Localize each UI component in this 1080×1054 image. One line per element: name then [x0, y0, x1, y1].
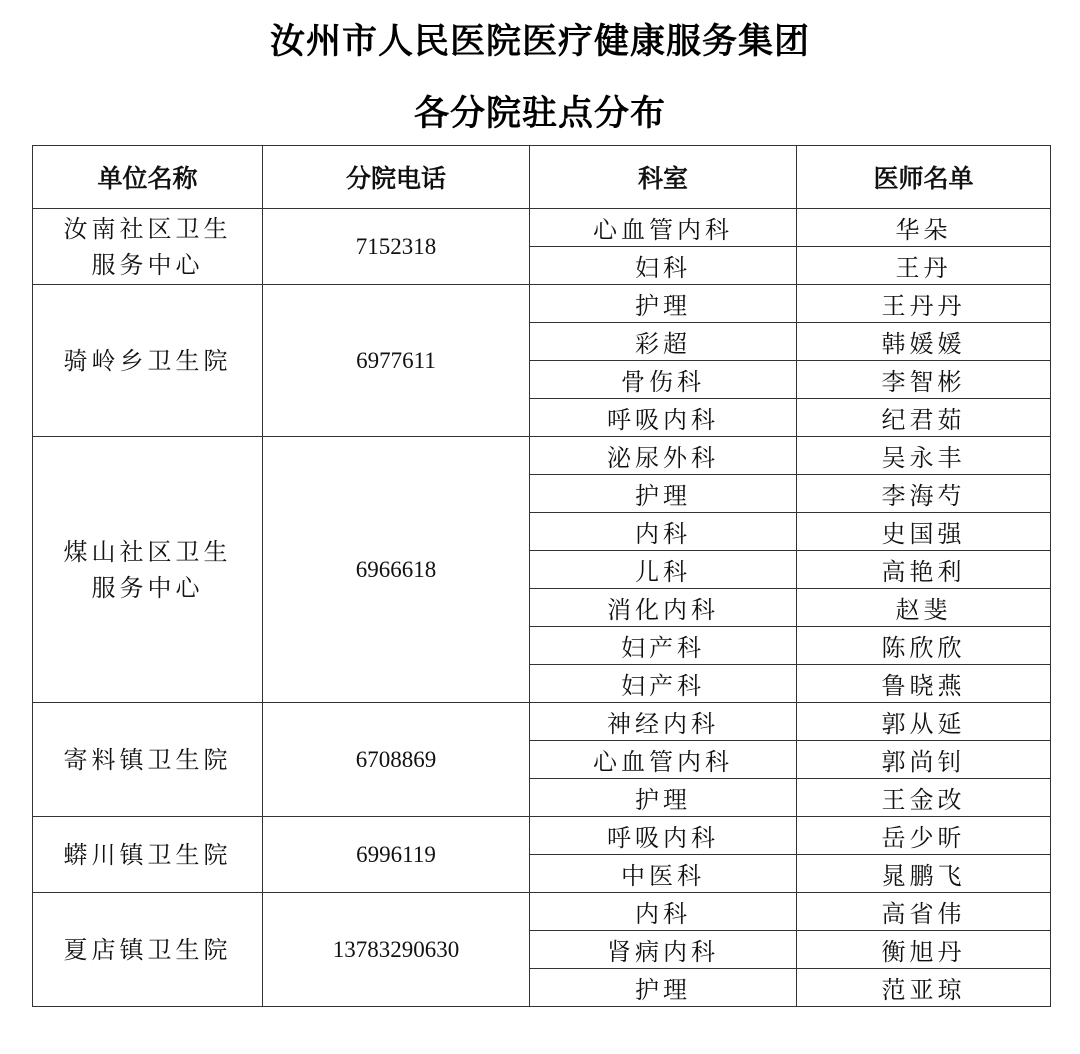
table-row	[33, 437, 1051, 475]
unit-name-cell	[33, 285, 263, 437]
department-cell: 妇产科	[530, 627, 797, 665]
table-row	[33, 703, 1051, 741]
doctor-cell: 李智彬	[797, 361, 1051, 399]
department-cell: 彩超	[530, 323, 797, 361]
doctor-cell: 范亚琼	[797, 969, 1051, 1007]
header-department: 科室	[530, 146, 797, 209]
header-unit-name: 单位名称	[33, 146, 263, 209]
doctor-cell: 赵斐	[797, 589, 1051, 627]
department-cell: 护理	[530, 475, 797, 513]
department-cell: 妇产科	[530, 665, 797, 703]
unit-name-cell	[33, 893, 263, 1007]
unit-name: 夏店镇卫生院	[63, 935, 232, 964]
department-cell: 消化内科	[530, 589, 797, 627]
department-cell: 泌尿外科	[530, 437, 797, 475]
department-cell: 内科	[530, 893, 797, 931]
doctor-cell: 晁鹏飞	[797, 855, 1051, 893]
doctor-cell: 华朵	[797, 209, 1051, 247]
unit-phone: 6966618	[263, 437, 530, 703]
doctor-cell: 王金改	[797, 779, 1051, 817]
unit-phone: 13783290630	[263, 893, 530, 1007]
distribution-table	[32, 145, 1051, 1007]
unit-phone: 6996119	[263, 817, 530, 893]
table-row	[33, 209, 1051, 247]
header-doctor-list: 医师名单	[797, 146, 1051, 209]
doctor-cell: 高省伟	[797, 893, 1051, 931]
doctor-cell: 韩媛媛	[797, 323, 1051, 361]
department-cell: 心血管内科	[530, 741, 797, 779]
doctor-cell: 纪君茹	[797, 399, 1051, 437]
doctor-cell: 高艳利	[797, 551, 1051, 589]
table-header-row	[33, 146, 1051, 209]
department-cell: 儿科	[530, 551, 797, 589]
doctor-cell: 衡旭丹	[797, 931, 1051, 969]
doctor-cell: 郭尚钊	[797, 741, 1051, 779]
doctor-cell: 王丹	[797, 247, 1051, 285]
document-subtitle: 各分院驻点分布	[413, 94, 666, 134]
document-title: 汝州市人民医院医疗健康服务集团	[269, 22, 810, 62]
table-row	[33, 285, 1051, 323]
doctor-cell: 郭从延	[797, 703, 1051, 741]
department-cell: 肾病内科	[530, 931, 797, 969]
unit-phone: 7152318	[263, 209, 530, 285]
table-row	[33, 893, 1051, 931]
unit-phone: 6708869	[263, 703, 530, 817]
unit-name: 蟒川镇卫生院	[63, 840, 232, 869]
unit-name: 汝南社区卫生服务中心	[63, 214, 232, 279]
department-cell: 护理	[530, 969, 797, 1007]
department-cell: 内科	[530, 513, 797, 551]
doctor-cell: 陈欣欣	[797, 627, 1051, 665]
table-row	[33, 817, 1051, 855]
unit-name: 煤山社区卫生服务中心	[63, 537, 232, 602]
department-cell: 呼吸内科	[530, 817, 797, 855]
unit-name: 骑岭乡卫生院	[63, 346, 232, 375]
department-cell: 护理	[530, 779, 797, 817]
unit-name-cell	[33, 437, 263, 703]
unit-name-cell	[33, 209, 263, 285]
doctor-cell: 岳少昕	[797, 817, 1051, 855]
doctor-cell: 李海芍	[797, 475, 1051, 513]
department-cell: 护理	[530, 285, 797, 323]
department-cell: 妇科	[530, 247, 797, 285]
unit-name-cell	[33, 703, 263, 817]
department-cell: 心血管内科	[530, 209, 797, 247]
doctor-cell: 吴永丰	[797, 437, 1051, 475]
unit-name: 寄料镇卫生院	[63, 745, 232, 774]
doctor-cell: 王丹丹	[797, 285, 1051, 323]
doctor-cell: 史国强	[797, 513, 1051, 551]
department-cell: 神经内科	[530, 703, 797, 741]
unit-name-cell	[33, 817, 263, 893]
doctor-cell: 鲁晓燕	[797, 665, 1051, 703]
department-cell: 中医科	[530, 855, 797, 893]
department-cell: 呼吸内科	[530, 399, 797, 437]
department-cell: 骨伤科	[530, 361, 797, 399]
header-phone: 分院电话	[263, 146, 530, 209]
unit-phone: 6977611	[263, 285, 530, 437]
